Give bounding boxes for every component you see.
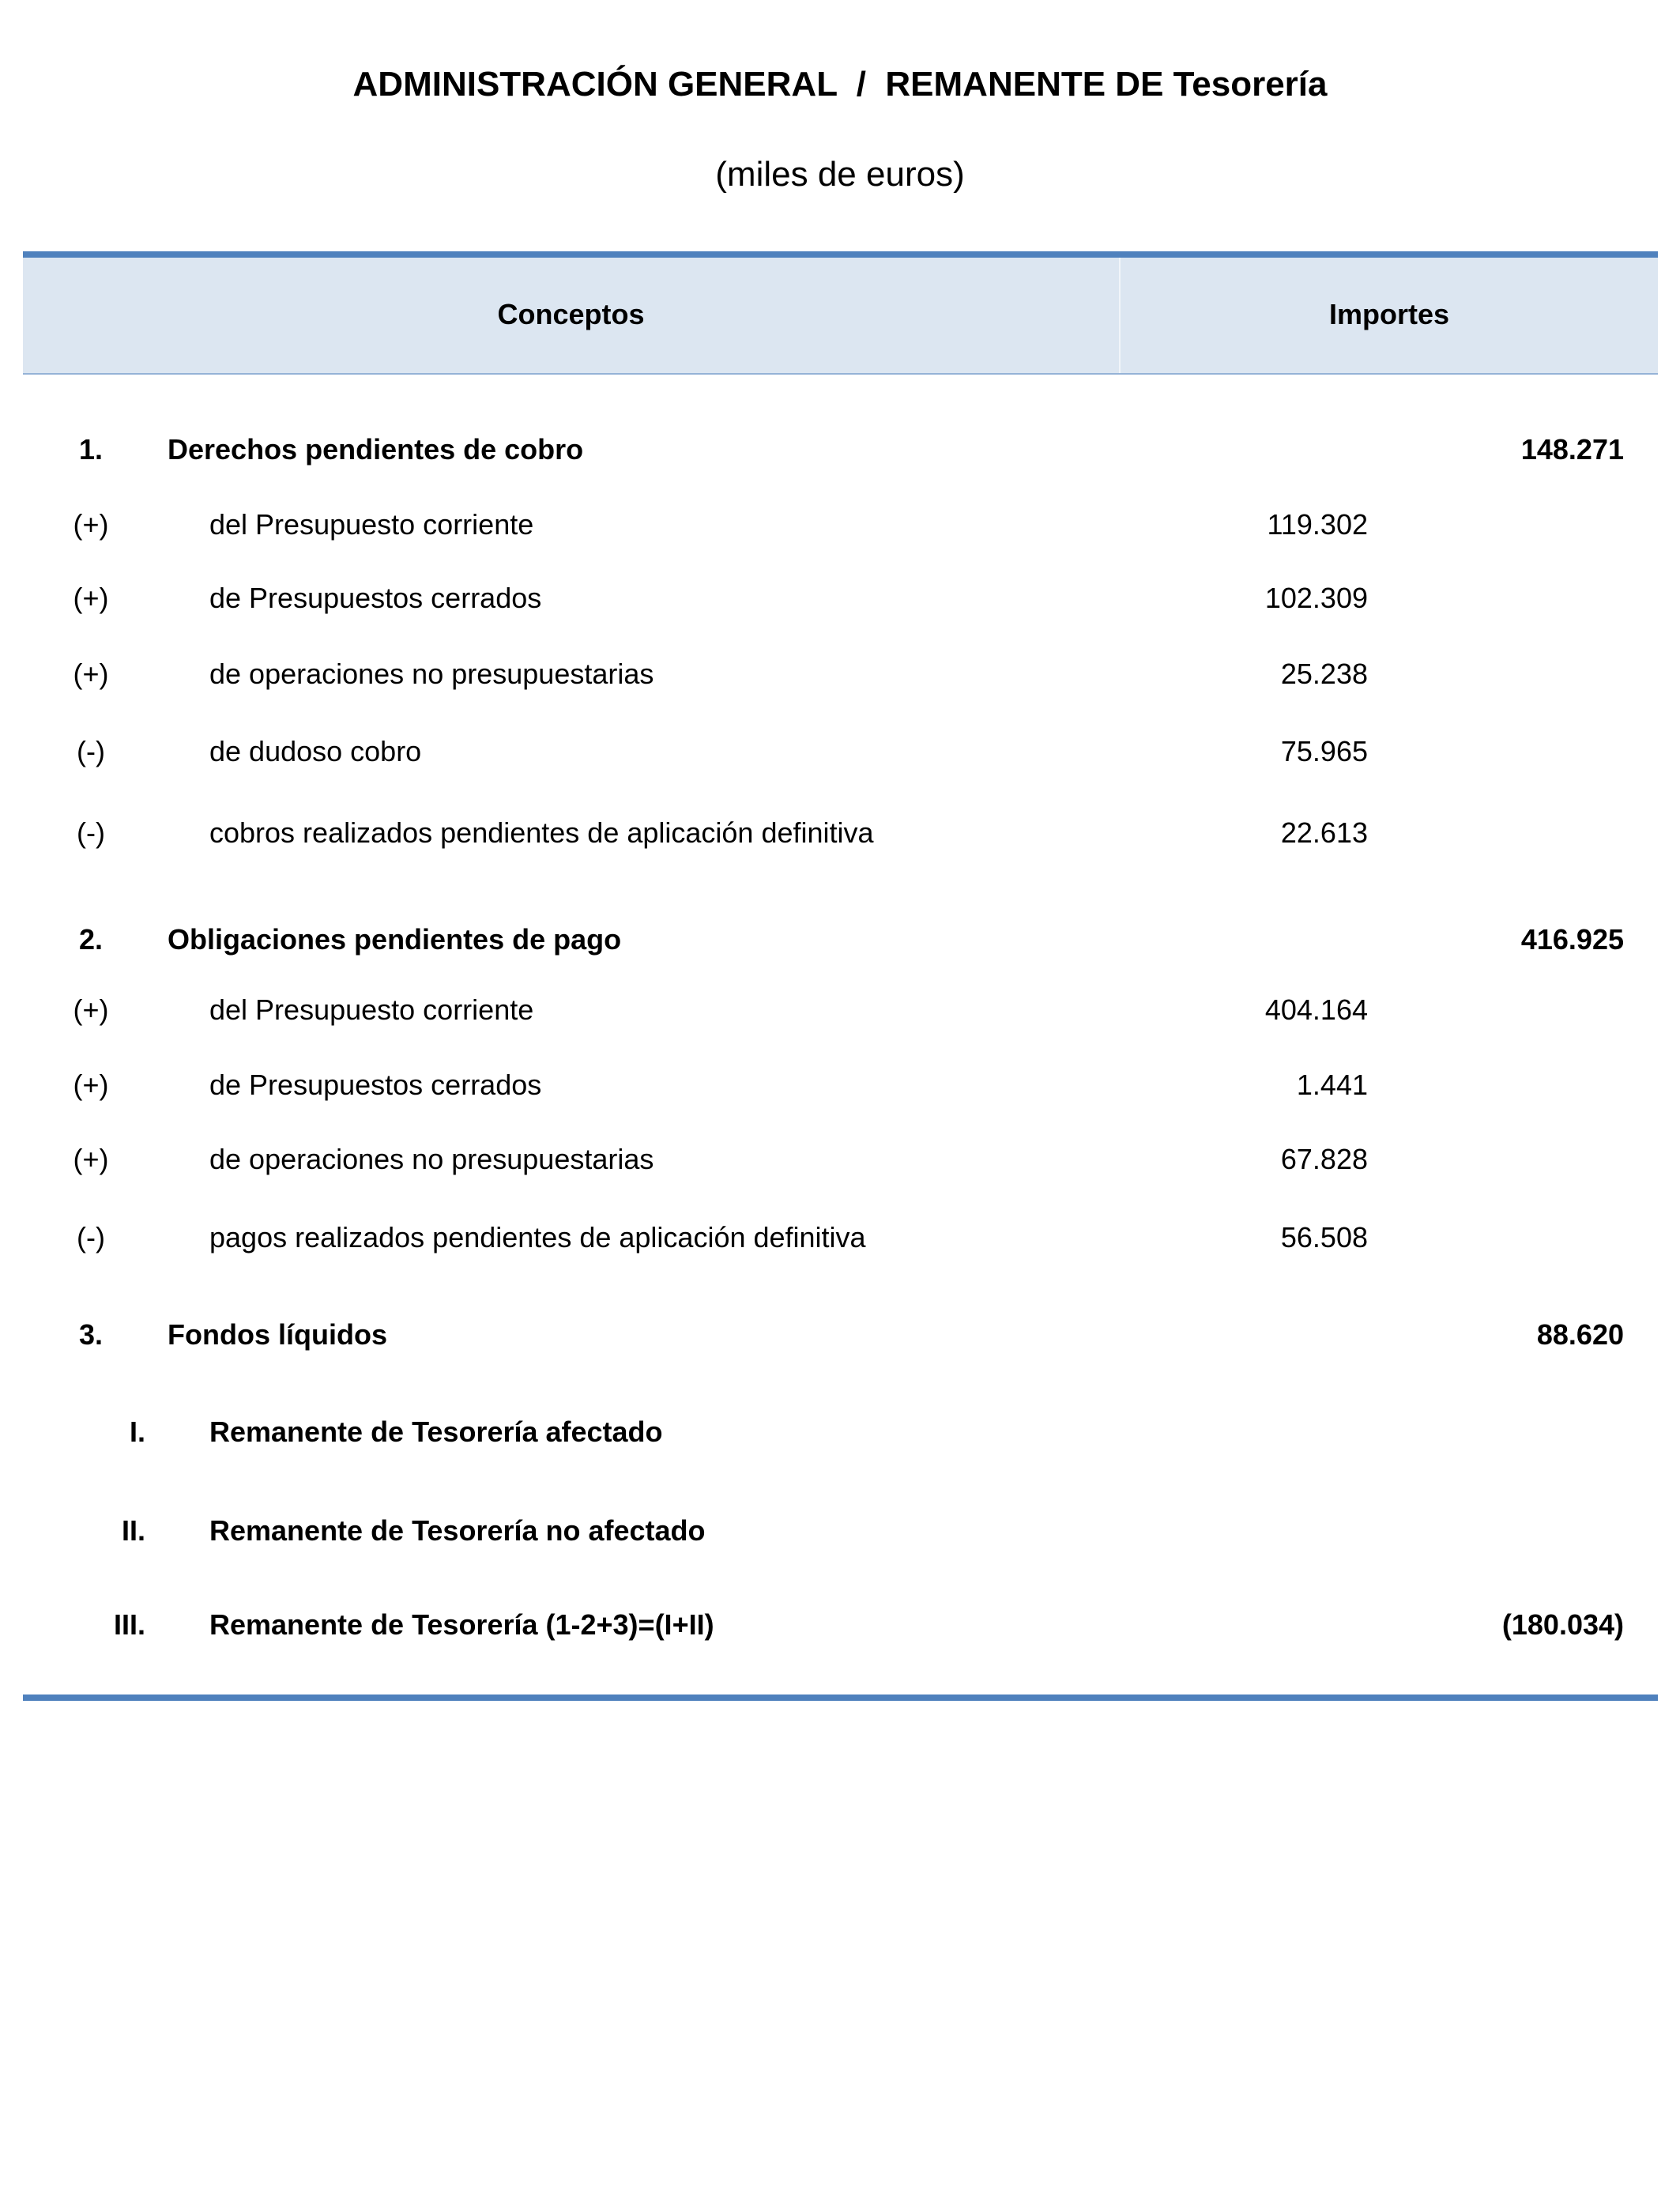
document-title: ADMINISTRACIÓN GENERAL / REMANENTE DE Tesorería [352,65,1328,104]
row-subtotal: 67.828 [1280,1143,1368,1175]
table-bottom-rule [23,1695,1658,1701]
row-marker: (+) [73,508,109,541]
row-label: de dudoso cobro [209,735,422,767]
row-subtotal: 56.508 [1280,1221,1368,1253]
table-row [0,1141,1680,1178]
row-marker: (+) [73,1069,109,1101]
row-marker: (-) [77,1221,105,1253]
row-total: 148.271 [1520,433,1624,466]
row-subtotal: 119.302 [1267,508,1368,541]
row-subtotal: 75.965 [1280,735,1368,767]
table-row [0,656,1680,692]
row-subtotal: 25.238 [1280,658,1368,690]
row-marker: (+) [73,993,109,1026]
row-label: de Presupuestos cerrados [209,1069,542,1101]
row-marker: 3. [78,1318,104,1351]
table-row [0,1067,1680,1103]
row-marker: (+) [73,1143,109,1175]
row-total: (180.034) [1501,1608,1624,1641]
row-label: de Presupuestos cerrados [209,582,542,614]
header-concepts: Conceptos [497,298,645,330]
row-marker: (-) [77,816,105,849]
row-label: del Presupuesto corriente [209,508,534,541]
table-row [0,1317,1680,1353]
header-amounts: Importes [1328,298,1450,330]
table-row [0,507,1680,543]
table-row [0,733,1680,770]
table-row [0,1414,1680,1450]
row-marker: 2. [78,923,104,956]
row-marker: 1. [78,433,104,466]
table-row [0,432,1680,468]
table-row [0,1607,1680,1643]
row-subtotal: 22.613 [1280,816,1368,849]
row-label: cobros realizados pendientes de aplicación definitiva [209,816,874,849]
row-marker: (+) [73,582,109,614]
table-row [0,992,1680,1028]
row-marker: (+) [73,658,109,690]
row-total: 88.620 [1536,1318,1624,1351]
row-label: Remanente de Tesorería afectado [209,1416,663,1448]
row-subtotal: 1.441 [1296,1069,1368,1101]
row-marker: II. [121,1514,145,1547]
table-top-rule [23,251,1658,258]
row-total: 416.925 [1520,923,1624,956]
row-label: de operaciones no presupuestarias [209,1143,654,1175]
row-label: pagos realizados pendientes de aplicación definitiva [209,1221,866,1253]
row-label: Remanente de Tesorería (1-2+3)=(I+II) [209,1608,714,1641]
table-row [0,1220,1680,1256]
table-row [0,815,1680,851]
table-row [0,580,1680,616]
row-label: Derechos pendientes de cobro [168,433,584,466]
row-marker: (-) [77,735,105,767]
row-label: Obligaciones pendientes de pago [168,923,622,956]
table-row [0,922,1680,958]
row-label: del Presupuesto corriente [209,993,534,1026]
row-marker: III. [113,1608,145,1641]
row-label: Remanente de Tesorería no afectado [209,1514,706,1547]
table-row [0,1513,1680,1549]
row-label: Fondos líquidos [168,1318,387,1351]
row-subtotal: 102.309 [1264,582,1368,614]
document-subtitle: (miles de euros) [715,155,965,194]
row-subtotal: 404.164 [1264,993,1368,1026]
row-label: de operaciones no presupuestarias [209,658,654,690]
row-marker: I. [129,1416,145,1448]
